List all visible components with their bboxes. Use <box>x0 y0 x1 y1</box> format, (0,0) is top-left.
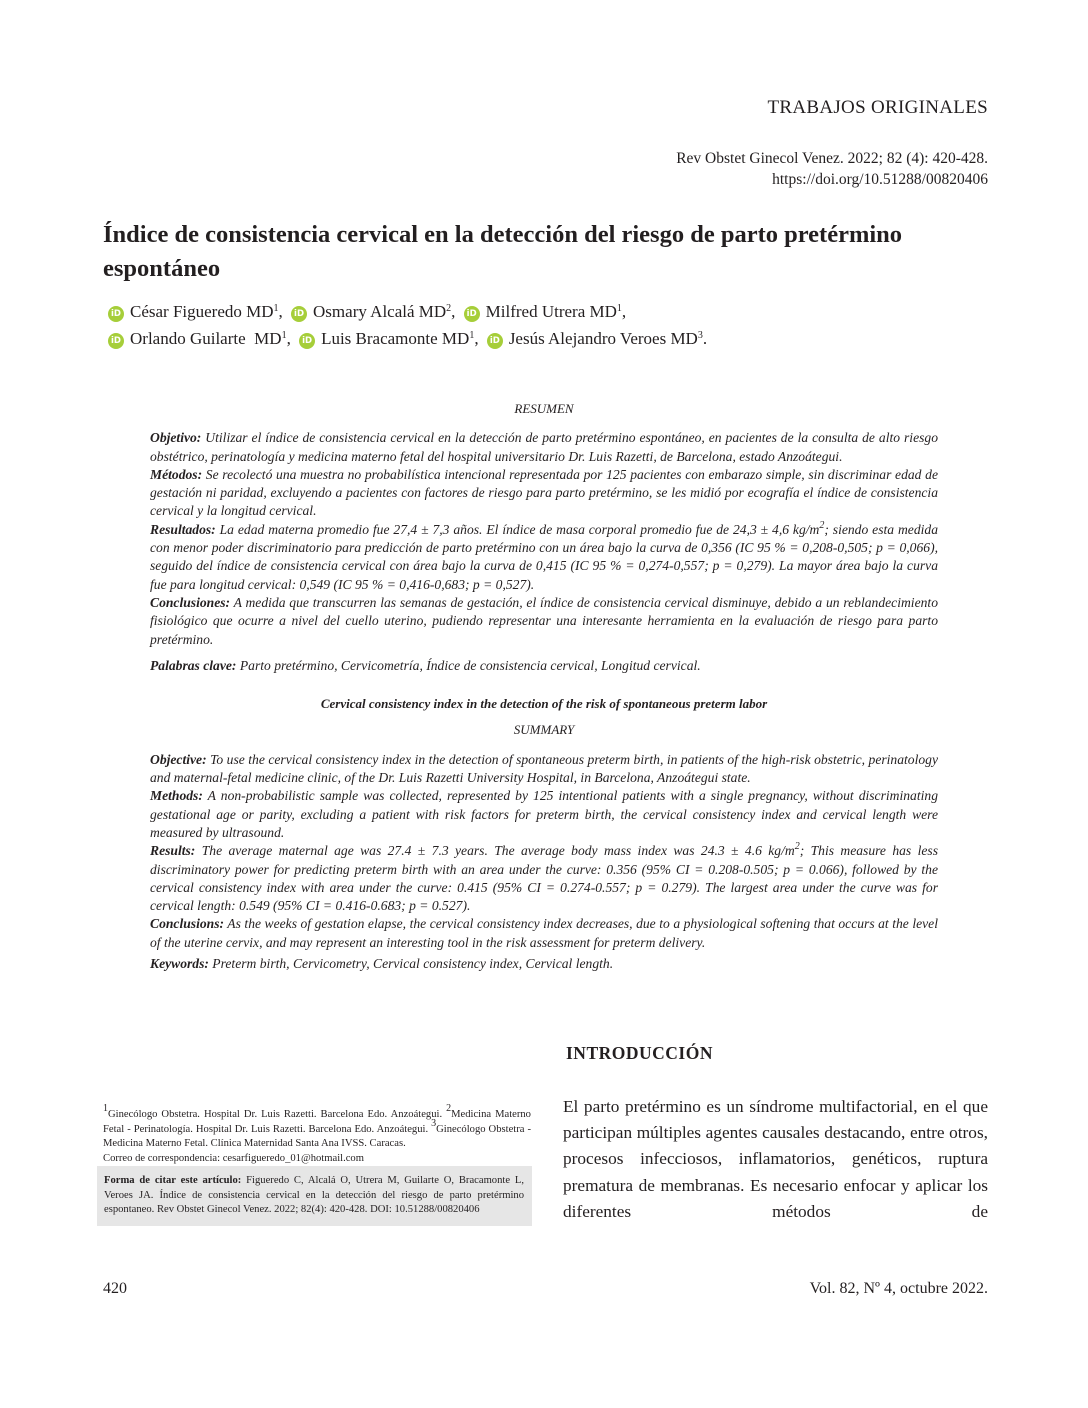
resumen-resultados: Resultados: La edad materna promedio fue 27,4 ± 7,3 años. El índice de masa corporal promedio fue de 24,3 ± 4,6 $kg/m^2$; siendo esta medida con menor poder discriminatorio para predicción de parto pretérmino con un área bajo la curva de 0,356 (IC 95 % = 0,208-0,505; p = 0,066), seguido del índice de consistencia cervical con área bajo la curva de 0,415 (IC 95 % = 0,274-0,557; p = 0,279). La mayor área bajo la curva fue para longitud cervical: 0,549 (IC 95 % = 0,416-0,683; p = 0,527). <box>150 519 938 592</box>
introduction-heading: INTRODUCCIÓN <box>566 1043 713 1063</box>
journal-citation <box>676 148 988 190</box>
abstract-block <box>150 400 938 973</box>
orcid-icon[interactable]: iD <box>291 306 307 322</box>
how-to-cite-box: Forma de citar este artículo: Figueredo C, Alcalá O, Utrera M, Guilarte O, Bracamonte L, Veroes JA. Índice de consistencia cervical en la detección del riesgo de parto pretérmino espontaneo. Rev Obstet Ginecol Venez. 2022; 82(4): 420-428. DOI: 10.51288/00820406 <box>97 1166 532 1226</box>
summary-methods: Methods: A non-probabilistic sample was collected, represented by 125 intentional patients with a single pregnancy, without discriminating gestational age or parity, excluding a patient with risk factors for preterm birth, the cervical consistency index and cervical length were measured by ultrasound. <box>150 788 938 840</box>
doi-link[interactable]: https://doi.org/10.51288/00820406 <box>772 171 988 188</box>
resumen-metodos: Métodos: Se recolectó una muestra no probabilística intencional representada por 125 pacientes con embarazo simple, sin discriminar edad de gestación ni paridad, excluyendo a pacientes con factores de riesgo para parto pretérmino, se les midió por ecografía el índice de consistencia cervical y la longitud cervical. <box>150 466 938 519</box>
summary-results: Results: The average maternal age was 27.4 ± 7.3 years. The average body mass index was 24.3 ± 4.6 $kg/m^2$; This measure has less discriminatory power for predicting preterm birth with an area under the curve: 0.356 (95% CI = 0.208-0.505; p = 0.066), followed by the cervical consistency index with area under the curve: 0.415 (95% CI = 0.274-0.557; p = 0.279). The largest area under the curve was for cervical length: 0.549 (95% CI = 0.416-0.683; p = 0.527). <box>150 841 938 914</box>
author-item: iD Osmary Alcalá $MD^2$, <box>291 298 455 325</box>
section-tag: TRABAJOS ORIGINALES <box>767 97 988 118</box>
author-item: iD Jesús Alejandro Veroes $MD^3$. <box>487 325 707 352</box>
resumen-heading: RESUMEN <box>514 401 574 416</box>
summary-objective: Objective: To use the cervical consistency index in the detection of spontaneous preterm birth, in patients of the high-risk obstetric, perinatology and maternal-fetal medicine clinic, of the Dr. Luis Razetti University Hospital, in Barcelona, Anzoátegui state. <box>150 751 938 786</box>
author-item: iD Orlando Guilarte $MD^1$, <box>108 325 291 352</box>
orcid-icon[interactable]: iD <box>487 333 503 349</box>
resumen-conclusiones: Conclusiones: A medida que transcurren las semanas de gestación, el índice de consistencia cervical disminuye, debido a un reblandecimiento fisiológico que ocurre a nivel del cuello uterino, pudiendo representar una interesante herramienta en la evaluación de riesgo para parto pretérmino. <box>150 594 938 647</box>
journal-reference: Rev Obstet Ginecol Venez. 2022; 82 (4): 420-428. <box>676 150 988 167</box>
summary-keywords: Keywords: Preterm birth, Cervicometry, Cervical consistency index, Cervical length. <box>150 956 614 972</box>
orcid-icon[interactable]: iD <box>299 333 315 349</box>
page-number: 420 <box>103 1280 127 1297</box>
affiliations: $^1$Ginecólogo Obstetra. Hospital Dr. Luis Razetti. Barcelona Edo. Anzoátegui. $^2$Medicina Materno Fetal - Perinatología. Hospital Dr. Luis Razetti. Barcelona Edo. Anzoátegui. $^3$Ginecólogo Obstetra - Medicina Materno Fetal. Clínica Maternidad Santa Ana IVSS. Caracas. Correo de correspondencia: cesarfigueredo_01@hotmail.com <box>103 1108 531 1166</box>
orcid-icon[interactable]: iD <box>108 333 124 349</box>
summary-heading: SUMMARY <box>513 722 575 738</box>
introduction-text: El parto pretérmino es un síndrome multifactorial, en el que participan múltiples agentes causales destacando, entre otros, procesos infecciosos, inflamatorios, genéticos, ruptura prematura de membranas. Es necesario enfocar y aplicar los diferentes métodos de <box>563 1097 988 1221</box>
resumen-objetivo: Objetivo: Utilizar el índice de consistencia cervical en la detección de parto pretérmino espontáneo, en pacientes de la consulta de alto riesgo obstétrico, perinatología y medicina materno fetal del hospital universitario Dr. Luis Razetti, de Barcelona, estado Anzoátegui. <box>150 430 938 464</box>
orcid-icon[interactable]: iD <box>464 306 480 322</box>
english-title: Cervical consistency index in the detection of the risk of spontaneous preterm labor <box>320 696 768 712</box>
correspondence-email[interactable]: Correo de correspondencia: cesarfigueredo_01@hotmail.com <box>103 1152 364 1164</box>
author-line-2 <box>108 325 988 352</box>
author-line-1 <box>108 298 988 325</box>
summary-conclusions: Conclusions: As the weeks of gestation elapse, the cervical consistency index decreases, due to a physiological softening that occurs at the level of the uterine cervix, and may represent an interesting tool in the risk assessment for preterm delivery. <box>150 916 938 950</box>
article-title: Índice de consistencia cervical en la detección del riesgo de parto pretérmino espontáneo <box>103 221 903 282</box>
author-list <box>108 298 988 352</box>
orcid-icon[interactable]: iD <box>108 306 124 322</box>
resumen-palabras-clave: Palabras clave: Parto pretérmino, Cervicometría, Índice de consistencia cervical, Longitud cervical. <box>150 657 701 673</box>
author-item: iD Luis Bracamonte $MD^1$, <box>299 325 479 352</box>
author-item: iD César Figueredo $MD^1$, <box>108 298 283 325</box>
author-item: iD Milfred Utrera $MD^1$, <box>464 298 627 325</box>
volume-info: Vol. 82, Nº 4, octubre 2022. <box>809 1280 988 1297</box>
